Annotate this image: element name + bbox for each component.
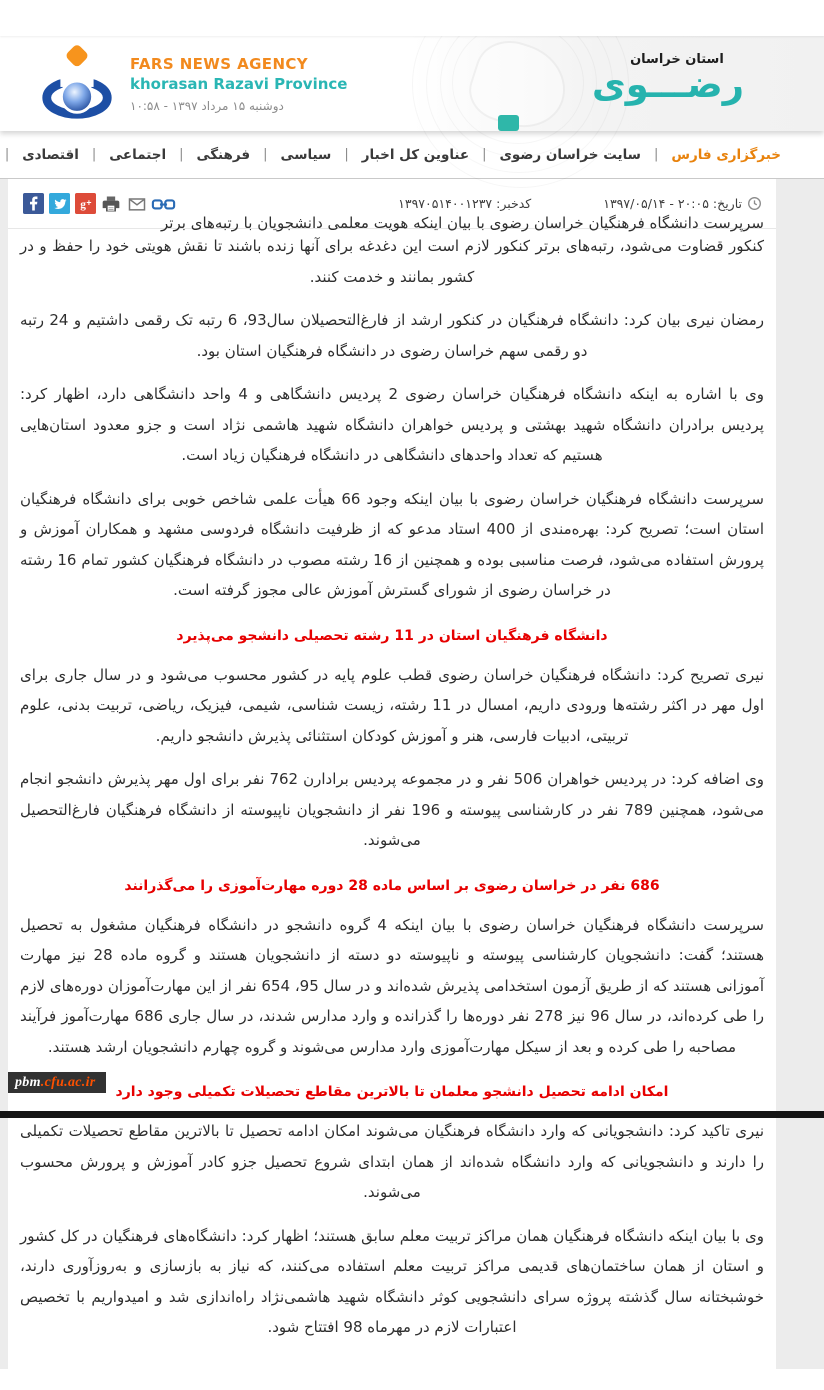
page-background [0, 179, 824, 1369]
facebook-icon [23, 193, 44, 214]
article-paragraph: وی با بیان اینکه دانشگاه فرهنگیان همان مراکز تربیت معلم سابق هستند؛ اظهار کرد: دانشگاه‌های فرهنگیان در کل کشور و استان از همان ساختمان‌های قدیمی مراکز تربیت معلم استفاده می‌کنند، که نیاز به بازسازی و به‌روزآوری دارند، خوشبختانه سال گذشته پروژه سرای دانشجویی کوثر دانشگاه شهید هاشمی‌نژاد راه‌اندازی شد و امیدواریم با تخصیص اعتبارات لازم در مهرماه 98 افتتاح شود. [20, 1226, 764, 1336]
nav-item-4[interactable]: فرهنگی [196, 146, 251, 163]
article-code: کدخبر: ۱۳۹۷۰۵۱۴۰۰۱۲۳۷ [398, 196, 532, 211]
nav-item-6[interactable]: اقتصادی [22, 146, 79, 163]
region-title-small: استان خراسان [630, 52, 724, 67]
nav-separator: | [91, 147, 97, 162]
nav-item-3[interactable]: سیاسی [280, 146, 332, 163]
article-heading: دانشگاه فرهنگیان استان در 11 رشته تحصیلی دانشجو می‌پذیرد [176, 627, 608, 644]
nav-item-5[interactable]: اجتماعی [109, 146, 167, 163]
nav-separator: | [482, 147, 487, 162]
facebook-share-button[interactable] [22, 193, 44, 215]
article-heading: امکان ادامه تحصیل دانشجو معلمان تا بالاترین مقاطع تحصیلات تکمیلی وجود دارد [115, 1084, 669, 1100]
watermark-suffix: .cfu.ac.ir [40, 1074, 96, 1090]
article-paragraph: وی اضافه کرد: در پردیس خواهران 506 نفر و در مجموعه پردیس برادارن 762 نفر برای اول مهر پذیرش دانشجو انجام می‌شود، همچنین 789 نفر در کارشناسی پیوسته و 196 نفر از دانشجویان ناپیوسته از دانشگاه فرهنگیان فارغ‌التحصیل می‌شوند. [20, 770, 765, 849]
agency-name: FARS NEWS AGENCY [130, 55, 309, 73]
article-paragraph: کنکور قضاوت می‌شود، رتبه‌های برتر کنکور لازم است این دغدغه برای آنها زنده باشند تا نقش هویتی خود را حفظ و در کشور بمانند و خدمت کنند. [20, 237, 764, 286]
share-buttons [22, 193, 174, 215]
svg-text:g: g [79, 198, 86, 211]
nav-separator: | [344, 147, 349, 162]
content-column [8, 179, 776, 1369]
article-paragraph: سرپرست دانشگاه فرهنگیان خراسان رضوی با بیان اینکه 4 گروه دانشجو در دانشگاه فرهنگیان مشغول به تحصیل هستند؛ گفت: دانشجویان کارشناسی پیوسته و ناپیوسته دو دسته از دانشجویان هستند و گروه ماده 28 نیز مهارت آموزانی هستند که از طریق آزمون استخدامی پذیرش شده‌اند و در سال 95، 654 نفر از این مهارت‌آموزان دوره‌های لازم را طی کرده‌اند، در سال 96 نیز 278 نفر دوره‌ها را گذرانده و وارد مدارس شدند، در سال جاری 686 مهارت‌آموز فرآیند مصاحبه را طی کرده و بعد از سیکل مهارت‌آموزی وارد مدارس می‌شوند و گروه چهارم دانشجویان ارشد هستند. [20, 915, 765, 1056]
twitter-share-button[interactable] [48, 193, 70, 215]
article-paragraph: رمضان نیری بیان کرد: دانشگاه فرهنگیان در کنکور ارشد از فارغ‌التحصیلان سال93، 6 رتبه تک رقمی داشتیم و 24 رتبه دو رقمی سهم خراسان رضوی در دانشگاه فرهنگیان استان بود. [20, 311, 764, 360]
print-share-button[interactable] [100, 193, 122, 215]
article-date: تاریخ: ۲۰:۰۵ - ۱۳۹۷/۰۵/۱۴ [603, 196, 742, 211]
browser-top-strip [0, 0, 824, 36]
watermark-prefix: pbm [15, 1074, 41, 1090]
article-paragraph: وی با اشاره به اینکه دانشگاه فرهنگیان خراسان رضوی 2 پردیس دانشگاهی و 4 واحد دانشگاهی دارد، اظهار کرد: پردیس برادران دانشگاه شهید بهشتی و پردیس خواهران دانشگاه شهید هاشمی نژاد است و جزو معدود استان‌هایی هستیم که تعداد واحدهای دانشگاهی در دانشگاه فرهنگیان زیاد است. [20, 385, 765, 464]
header-date: دوشنبه ۱۵ مرداد ۱۳۹۷ - ۱۰:۵۸ [130, 99, 284, 113]
brand-block[interactable] [0, 36, 824, 126]
nav-separator: | [263, 147, 268, 162]
region-title-main: رضـــوی [591, 63, 744, 106]
email-icon [127, 194, 147, 214]
clipped-text-line: سرپرست دانشگاه فرهنگیان خراسان رضوی با بیان اینکه هویت معلمی دانشجویان با رتبه‌های برتر [161, 214, 764, 232]
print-icon [101, 194, 121, 214]
province-name: khorasan Razavi Province [130, 75, 348, 93]
svg-text:+: + [85, 197, 91, 208]
nav-separator: | [179, 147, 184, 162]
googleplus-icon [75, 193, 96, 214]
article-paragraph: نیری تصریح کرد: دانشگاه فرهنگیان خراسان رضوی قطب علوم پایه در کشور محسوب می‌شود و در سال جاری برای اول مهر در اکثر رشته‌ها ورودی داریم، امسال در 11 رشته، زیست شناسی، شیمی، فیزیک، ریاضی، تربیت بدنی، علوم تربیتی، ادبیات فارسی، هنر و آموزش کودکان استثنائی پذیرش دانشجو داریم. [20, 665, 764, 745]
email-share-button[interactable] [126, 193, 148, 215]
article-body [8, 208, 776, 1369]
watermark-badge [8, 1072, 106, 1093]
article-heading: 686 نفر در خراسان رضوی بر اساس ماده 28 دوره مهارت‌آموزی را می‌گذرانند [124, 877, 660, 894]
twitter-icon [49, 193, 70, 214]
footer-bar [0, 1111, 824, 1118]
nav-item-7[interactable] [0, 147, 5, 163]
site-header [0, 36, 824, 131]
nav-item-0[interactable]: خبرگزاری فارس [671, 146, 781, 163]
article-paragraph: سرپرست دانشگاه فرهنگیان خراسان رضوی با بیان اینکه وجود 66 هیأت علمی شاخص خوبی برای دانشگاه فرهنگیان استان است؛ تصریح کرد: بهره‌مندی از 400 استاد مدعو که از ظرفیت دانشگاه فردوسی مشهد و همکاران آموزش و پرورش استفاده می‌شود، فرصت مناسبی بوده و همچنین از 16 رشته مصوب در دانشگاه فرهنگیان کشور تمام 16 رشته در خراسان رضوی از شورای گسترش آموزش عالی مجوز گرفته است. [20, 489, 765, 599]
main-nav [0, 131, 824, 179]
nav-separator: | [4, 147, 10, 162]
fars-logo-icon[interactable] [38, 44, 116, 126]
nav-item-1[interactable]: سایت خراسان رضوی [499, 146, 641, 163]
nav-separator: | [653, 147, 659, 162]
article-paragraph: نیری تاکید کرد: دانشجویانی که وارد دانشگاه فرهنگیان می‌شوند امکان ادامه تحصیل تا بالاترین مقاطع تحصیلات تکمیلی را دارند و دانشجویانی که وارد دانشگاه شده‌اند از همان ابتدای شروع تحصیل جزو کادر آموزش و پرورش محسوب می‌شوند. [20, 1122, 764, 1201]
nav-item-2[interactable]: عناوین کل اخبار [361, 146, 470, 163]
googleplus-share-button[interactable] [74, 193, 96, 215]
